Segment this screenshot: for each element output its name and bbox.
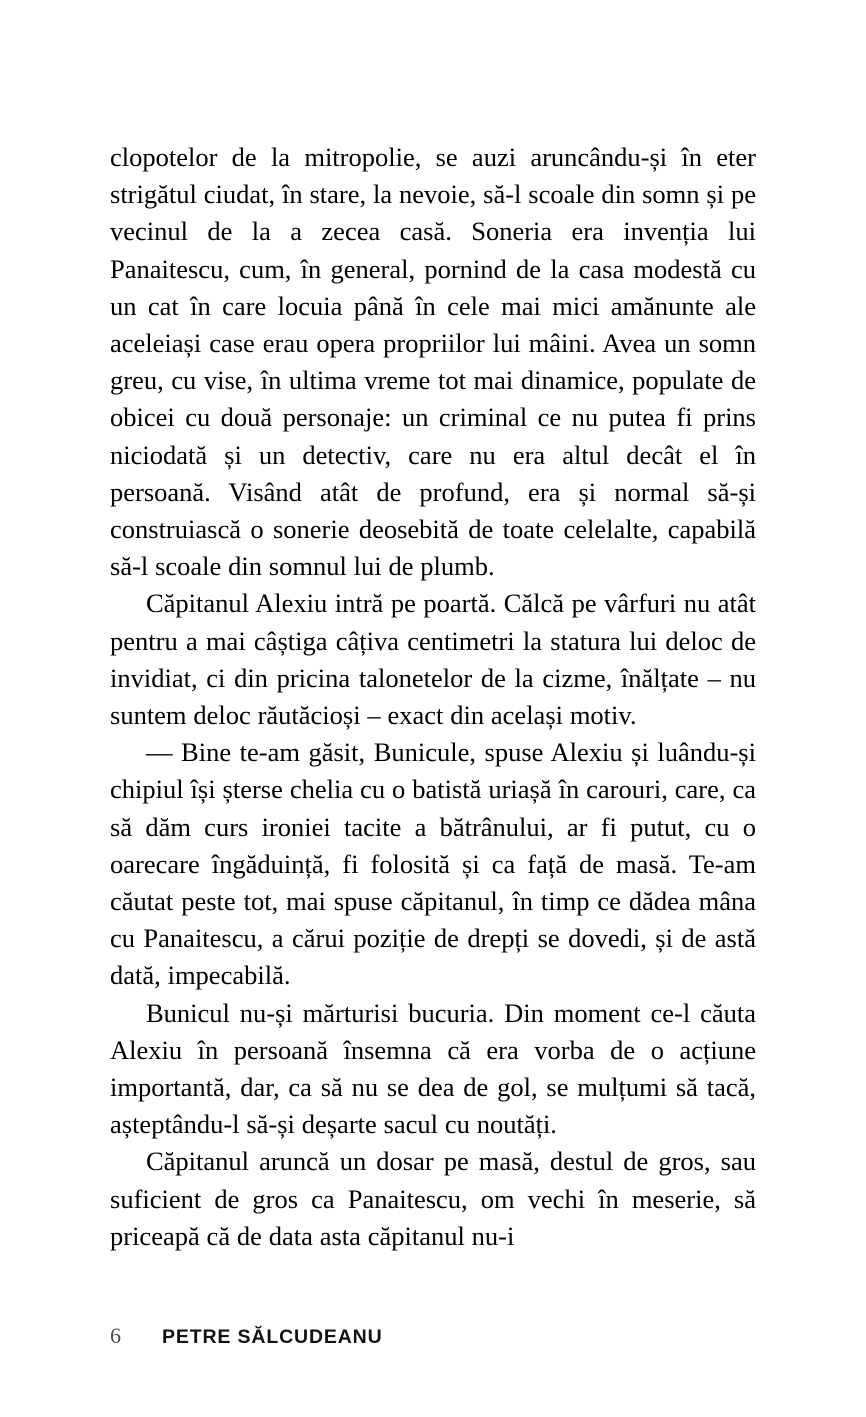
body-paragraph: Căpitanul Alexiu intră pe poartă. Călcă pe vârfuri nu atât pentru a mai câștiga câțiva centimetri la statura lui deloc de invidiat, ci din pricina talonetelor de la cizme, înălțate – nu suntem deloc răutăcioși – exact din același motiv. (110, 588, 763, 731)
page-footer (110, 1323, 383, 1349)
body-text-column (110, 139, 763, 1255)
running-head-author: PETRE SĂLCUDEANU (162, 1326, 383, 1348)
body-paragraph: Bunicul nu-și mărturisi bucuria. Din moment ce-l căuta Alexiu în persoană însemna că era vorba de o acțiune importantă, dar, ca să nu se dea de gol, se mulțumi să tacă, așteptându-l să-și deșarte sacul cu noutăți. (110, 997, 763, 1140)
body-paragraph: clopotelor de la mitropolie, se auzi aruncându-și în eter strigătul ciudat, în stare, la nevoie, să-l scoale din somn și pe vecinul de la a zecea casă. Soneria era invenția lui Panaitescu, cum, în general, pornind de la casa modestă cu un cat în care locuia până în cele mai mici amănunte ale aceleiași case erau opera propriilor lui mâini. Avea un somn greu, cu vise, în ultima vreme tot mai dinamice, populate de obicei cu două personaje: un criminal ce nu putea fi prins niciodată și un detectiv, care nu era altul decât el în persoană. Visând atât de profund, era și normal să-și construiască o sonerie deosebită de toate celelalte, capabilă să-l scoale din somnul lui de plumb. (110, 142, 763, 582)
body-paragraph: — Bine te-am găsit, Bunicule, spuse Alexiu și luându-și chipiul își șterse chelia cu o batistă uriașă în carouri, care, ca să dăm curs ironiei tacite a bătrânului, ar fi putut, cu o oarecare îngăduință, fi folosită și ca față de masă. Te-am căutat peste tot, mai spuse căpitanul, în timp ce dădea mâna cu Panaitescu, a cărui poziție de drepți se dovedi, și de astă dată, impecabilă. (110, 737, 763, 991)
body-paragraph: Căpitanul aruncă un dosar pe masă, destul de gros, sau suficient de gros ca Panaitescu, om vechi în meserie, să priceapă că de data asta căpitanul nu-i (110, 1146, 763, 1251)
page-number: 6 (110, 1323, 121, 1348)
